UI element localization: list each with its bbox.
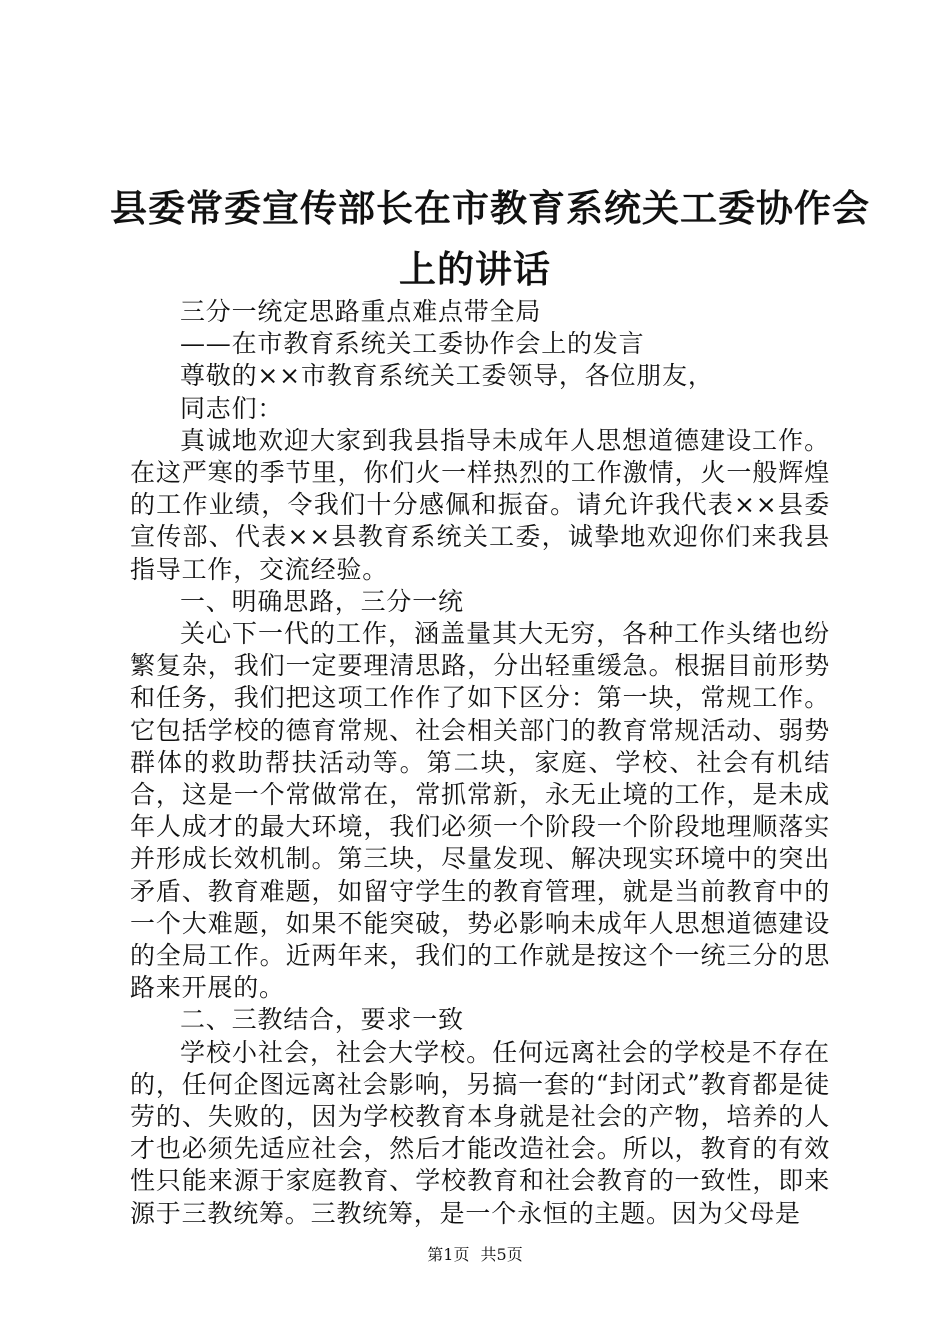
page-total: 共5页	[480, 1245, 523, 1264]
paragraph-welcome: 真诚地欢迎大家到我县指导未成年人思想道德建设工作。在这严寒的季节里，你们火一样热烈的工作激情，火一般辉煌的工作业绩，令我们十分感佩和振奋。请允许我代表××县委宣传部、代表××县教育系统关工委，诚挚地欢迎你们来我县指导工作，交流经验。	[130, 425, 830, 584]
paragraph-section-1: 关心下一代的工作，涵盖量其大无穷，各种工作头绪也纷繁复杂，我们一定要理清思路，分出轻重缓急。根据目前形势和任务，我们把这项工作作了如下区分：第一块，常规工作。它包括学校的德育常规、社会相关部门的教育常规活动、弱势群体的救助帮扶活动等。第二块，家庭、学校、社会有机结合，这是一个常做常在，常抓常新，永无止境的工作，是未成年人成才的最大环境，我们必须一个阶段一个阶段地理顺落实并形成长效机制。第三块，尽量发现、解决现实环境中的突出矛盾、教育难题，如留守学生的教育管理，就是当前教育中的一个大难题，如果不能突破，势必影响未成年人思想道德建设的全局工作。近两年来，我们的工作就是按这个一统三分的思路来开展的。	[130, 619, 830, 1003]
document-title-line-1: 县委常委宣传部长在市教育系统关工委协作会	[110, 186, 870, 230]
subtitle-note: ——在市教育系统关工委协作会上的发言	[180, 329, 645, 359]
document-title-line-2: 上的讲话	[399, 247, 551, 291]
page-number: 第1页	[427, 1245, 470, 1264]
page-footer	[0, 1245, 950, 1265]
section-heading-1: 一、明确思路，三分一统	[180, 586, 464, 616]
subtitle: 三分一统定思路重点难点带全局	[180, 297, 542, 326]
document-body	[130, 296, 830, 1230]
section-heading-2: 二、三教结合，要求一致	[180, 1005, 464, 1035]
paragraph-section-2: 学校小社会，社会大学校。任何远离社会的学校是不存在的，任何企图远离社会影响，另搞一套的“封闭式”教育都是徒劳的、失败的，因为学校教育本身就是社会的产物，培养的人才也必须先适应社会，然后才能改造社会。所以，教育的有效性只能来源于家庭教育、学校教育和社会教育的一致性，即来源于三教统筹。三教统筹，是一个永恒的主题。因为父母是	[130, 1037, 830, 1228]
salutation: 尊敬的××市教育系统关工委领导，各位朋友，	[180, 361, 714, 391]
salutation-continued: 同志们：	[180, 393, 284, 423]
